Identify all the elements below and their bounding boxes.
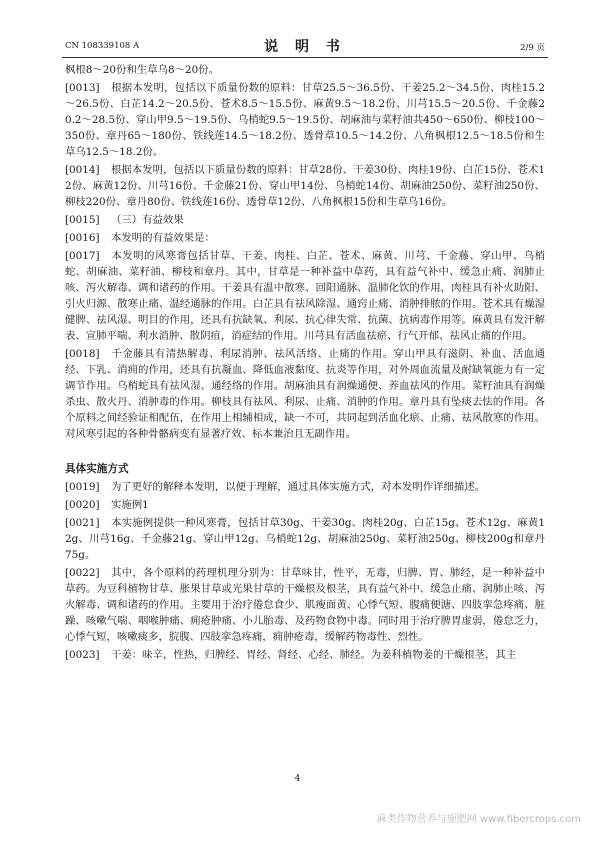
paragraph (65, 479, 545, 495)
paragraph-number: [0013] (65, 82, 100, 94)
watermark: 麻类作物营养与施肥网 www.fibercrops.com (376, 814, 581, 825)
paragraph-text: 本发明的有益效果是： (111, 232, 215, 244)
paragraph-number: [0014] (65, 164, 100, 176)
header-divider (62, 57, 548, 58)
paragraph (65, 346, 545, 442)
paragraph-number: [0021] (65, 517, 100, 529)
paragraph-text: 干姜：味辛，性热，归脾经、胃经、肾经、心经、肺经。为姜科植物姜的干燥根茎，其主 (111, 649, 517, 661)
paragraph (65, 565, 545, 645)
paragraph (65, 515, 545, 563)
document-body (65, 62, 545, 665)
paragraph (65, 248, 545, 344)
paragraph (65, 230, 545, 246)
paragraph-number: [0017] (65, 250, 100, 262)
paragraph (65, 212, 545, 228)
section-spacer (65, 444, 545, 461)
page-indicator: 2/9 页 (520, 43, 545, 53)
paragraph-group-top (65, 62, 545, 442)
paragraph-number: [0023] (65, 649, 100, 661)
paragraph-text: 为了更好的解释本发明，以便于理解，通过具体实施方式，对本发明作详细描述。 (111, 481, 486, 493)
paragraph-text: 根据本发明，包括以下质量份数的原料：甘草28份、干姜30份、肉桂19份、白芷15份、苍术12份、麻黄12份、川芎16份、千金藤21份、穿山甲14份、乌梢蛇14份、胡麻油250份、菜籽油250份、柳枝220份、章丹80份、铁线莲16份、透骨草12份、八角枫根15份和生草乌16份。 (65, 164, 545, 208)
paragraph-number: [0018] (65, 348, 100, 360)
paragraph-number: [0019] (65, 481, 100, 493)
paragraph-text: 根据本发明，包括以下质量份数的原料：甘草25.5～36.5份、干姜25.2～34.5份、肉桂15.2～26.5份、白芷14.2～20.5份、苍术8.5～15.5份、麻黄9.5～18.2份、川芎15.5～20.5份、千金藤20.2～28.5份、穿山甲9.5～19.5份、乌梢蛇9.5～19.5份、胡麻油与菜籽油共450～650份、柳枝100～350份、章丹65～180份、铁线莲14.5～18.2份、透骨草10.5～14.2份、八角枫根12.5～18.5份和生草乌12.5～18.2份。 (65, 82, 545, 158)
paragraph-text: 千金藤具有清热解毒、利尿消肿、祛风活络、止痛的作用。穿山甲具有滋阴、补血、活血通经、下乳、消痈的作用，还具有抗凝血、降低血液黏度、抗炎等作用，对外周血流量及耐缺氧能力有一定调节作用。乌梢蛇具有祛风湿、通经络的作用。胡麻油具有润燥通便、养血祛风的作用。菜籽油具有润燥杀虫、散火丹、消肿毒的作用。柳枝具有祛风、利尿、止痛、消肿的作用。章丹具有坠痰去怯的作用。各个原料之间经验证相配伍，在作用上相辅相成，缺一不可，共同起到活血化瘀、止痛、祛风散寒的作用。对风寒引起的各种骨骼病变有显著疗效、标本兼治且无副作用。 (65, 348, 545, 440)
page-header (65, 38, 545, 56)
paragraph-number: [0015] (65, 214, 100, 226)
paragraph-text: 实施例1 (111, 499, 149, 511)
paragraph-text: 枫根8～20份和生草乌8～20份。 (65, 64, 219, 76)
section-heading: 具体实施方式 (65, 463, 129, 475)
paragraph-text: 本发明的风寒膏包括甘草、干姜、肉桂、白芷、苍术、麻黄、川芎、千金藤、穿山甲、乌梢蛇、胡麻油、菜籽油、柳枝和章丹。其中，甘草是一种补益中草药，具有益气补中、缓急止痛、润肺止咳、泻火解毒、调和诸药的作用。干姜具有温中散寒、回阳通脉、温肺化饮的作用，肉桂具有补火助阳、引火归源、散寒止痛、温经通脉的作用。白芷具有祛风除湿、通窍止痛、消肿排脓的作用。苍术具有燥湿健脾、祛风湿、明目的作用，还具有抗缺氧、利尿、抗心律失常、抗菌、抗病毒作用等。麻黄具有发汗解表、宣肺平喘、利水消肿、散阴疽，消症结的作用。川芎具有活血祛瘀、行气开郁、祛风止痛的作用。 (65, 250, 545, 342)
paragraph (65, 647, 545, 663)
paragraph-group-bottom (65, 479, 545, 663)
paragraph-text: 其中，各个原料的药理机理分别为：甘草味甘，性平，无毒，归脾、胃、肺经，是一种补益中草药。为豆科植物甘草、胀果甘草或光果甘草的干燥根及根茎，具有益气补中、缓急止痛、润肺止咳、泻火解毒、调和诸药的作用。主要用于治疗倦怠食少、肌瘦面黄、心悸气短、腹痛便溏、四肢挛急疼痛、脏躁、咳嗽气喘、咽喉肿痛、痈疮肿痛、小儿胎毒、及药物食物中毒。同时用于治疗脾胃虚弱，倦怠乏力，心悸气短，咳嗽痰多，脘腹、四肢挛急疼痛，痈肿疮毒，缓解药物毒性、烈性。 (65, 567, 545, 643)
paragraph (65, 62, 545, 78)
paragraph-number: [0022] (65, 567, 100, 579)
paragraph-number: [0016] (65, 232, 100, 244)
paragraph (65, 80, 545, 160)
paragraph-text: 本实施例提供一种风寒膏，包括甘草30g、干姜30g、肉桂20g、白芷15g、苍术12g、麻黄12g、川芎16g、千金藤21g、穿山甲12g、乌梢蛇12g、胡麻油250g、菜籽油250g、柳枝200g和章丹75g。 (65, 517, 545, 561)
paragraph-number: [0020] (65, 499, 100, 511)
paragraph (65, 162, 545, 210)
page-number: 4 (294, 774, 301, 784)
patent-number: CN 108339108 A (65, 41, 140, 51)
paragraph-text: （三）有益效果 (111, 214, 184, 226)
paragraph (65, 497, 545, 513)
document-title: 说 明 书 (264, 39, 346, 55)
